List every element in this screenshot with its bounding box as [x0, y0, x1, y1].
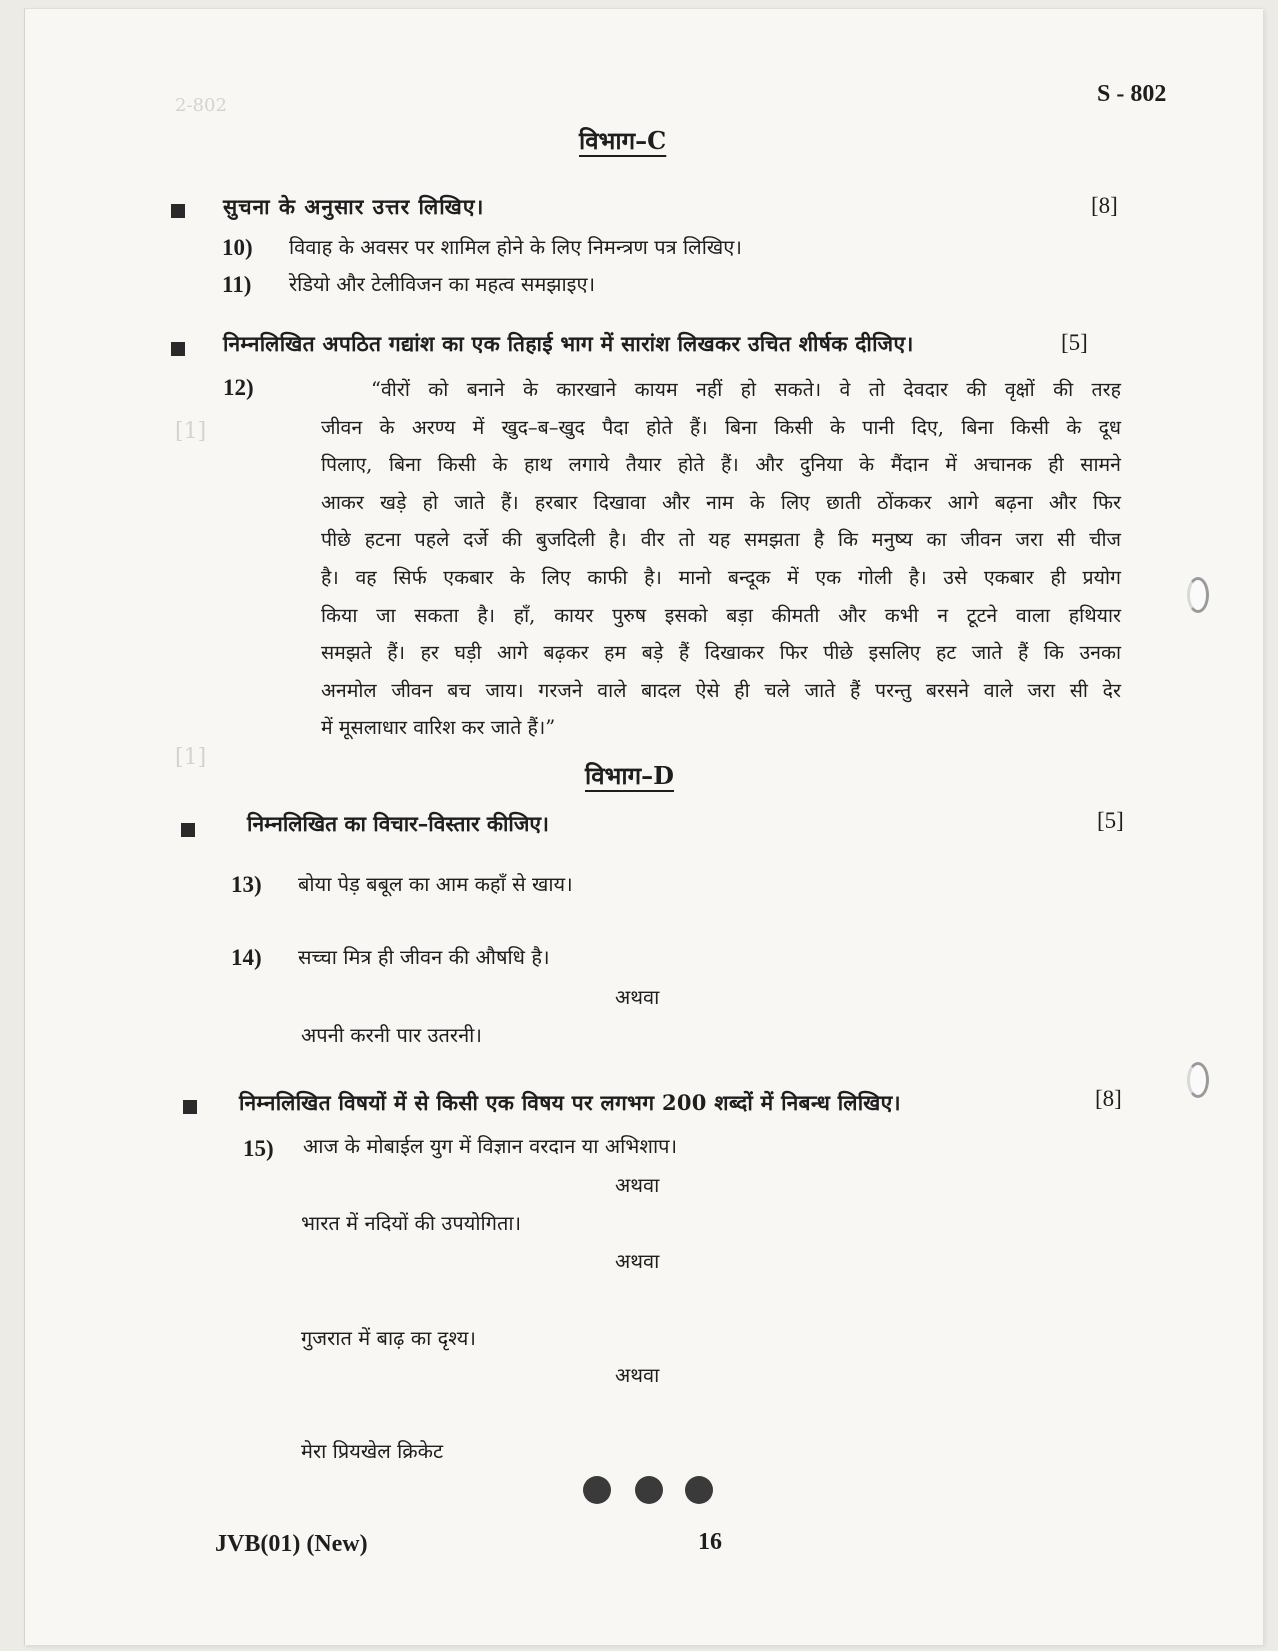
question-number-15: 15)	[243, 1136, 274, 1161]
unseen-passage	[321, 371, 1121, 747]
question-text-10: विवाह के अवसर पर शामिल होने के लिए निमन्त्रण पत्र लिखिए।	[289, 235, 742, 259]
instruction-sd1: निम्नलिखित का विचार–विस्तार कीजिए।	[247, 811, 550, 836]
or-separator: अथवा	[615, 1249, 660, 1273]
question-number-10: 10)	[222, 235, 253, 260]
exam-page	[24, 8, 1263, 1645]
instruction-sc1: सुचना के अनुसार उत्तर लिखिए।	[223, 194, 485, 219]
question-text-13: बोया पेड़ बबूल का आम कहाँ से खाय।	[298, 872, 573, 896]
passage-line: है। वह सिर्फ एकबार के लिए काफी है। मानो बन्दूक में एक गोली है। उसे एकबार ही प्रयोग	[321, 565, 1121, 589]
marks-sc1: [8]	[1091, 193, 1118, 218]
marks-sd1: [5]	[1097, 808, 1124, 833]
essay-option: गुजरात में बाढ़ का दृश्य।	[301, 1326, 476, 1350]
question-text-11: रेडियो और टेलीविजन का महत्व समझाइए।	[289, 272, 596, 296]
passage-line: किया जा सकता है। हाँ, कायर पुरुष इसको बड़ा कीमती और कभी न टूटने वाला हथियार	[321, 603, 1121, 627]
page-number: 16	[698, 1529, 722, 1555]
section-d-heading: विभाग–D	[585, 761, 674, 790]
footer-code: JVB(01) (New)	[215, 1531, 368, 1557]
bullet-square	[181, 823, 195, 837]
instruction-sc2: निम्नलिखित अपठित गद्यांश का एक तिहाई भाग में सारांश लिखकर उचित शीर्षक दीजिए।	[223, 331, 914, 356]
marks-sc2: [5]	[1061, 330, 1088, 355]
passage-line: “वीरों को बनाने के कारखाने कायम नहीं हो सकते। वे तो देवदार की वृक्षों की तरह	[371, 378, 1121, 401]
bleed-through-mark: [1]	[175, 745, 207, 770]
bullet-square	[171, 204, 185, 218]
bleed-through-code: 2-802	[175, 95, 227, 116]
section-c-heading: विभाग–C	[579, 126, 667, 155]
passage-line: समझते हैं। हर घड़ी आगे बढ़कर हम बड़े हैं दिखाकर फिर पीछे इसलिए हट जाते हैं कि उनका	[321, 641, 1121, 665]
punch-hole	[1187, 1062, 1209, 1098]
question-number-13: 13)	[231, 872, 262, 897]
question-number-11: 11)	[222, 272, 252, 297]
or-separator: अथवा	[615, 985, 660, 1009]
passage-line: अनमोल जीवन बच जाय। गरजने वाले बादल ऐसे ही चले जाते हैं परन्तु बरसने वाले जरा सी देर	[321, 678, 1121, 702]
or-separator: अथवा	[615, 1173, 660, 1197]
bullet-square	[171, 342, 185, 356]
passage-line: जीवन के अरण्य में खुद–ब–खुद पैदा होते हैं। बिना किसी के पानी दिए, बिना किसी के दूध	[321, 415, 1121, 439]
passage-line: पीछे हटना पहले दर्जे की बुजदिली है। वीर तो यह समझता है कि मनुष्य का जीवन जरा सी चीज	[321, 528, 1121, 552]
end-dot	[583, 1476, 611, 1504]
bleed-through-mark: [1]	[175, 419, 207, 444]
marks-sd2: [8]	[1095, 1086, 1122, 1111]
end-dot	[685, 1476, 713, 1504]
bullet-square	[183, 1100, 197, 1114]
essay-option: आज के मोबाईल युग में विज्ञान वरदान या अभिशाप।	[303, 1134, 678, 1158]
passage-line: में मूसलाधार वारिश कर जाते हैं।”	[321, 716, 556, 740]
question-number-14: 14)	[231, 945, 262, 970]
passage-line: आकर खड़े हो जाते हैं। हरबार दिखावा और नाम के लिए छाती ठोंककर आगे बढ़ना और फिर	[321, 490, 1121, 514]
question-number-12: 12)	[223, 375, 254, 400]
punch-hole	[1187, 577, 1209, 613]
end-dot	[635, 1476, 663, 1504]
essay-option: मेरा प्रियखेल क्रिकेट	[301, 1439, 444, 1463]
paper-code: S - 802	[1097, 81, 1167, 107]
essay-option: भारत में नदियों की उपयोगिता।	[301, 1211, 522, 1235]
question-text-14-alt: अपनी करनी पार उतरनी।	[301, 1023, 482, 1047]
passage-line: पिलाए, बिना किसी के हाथ लगाये तैयार होते हैं। और दुनिया के मैंदान में अचानक ही सामने	[321, 453, 1121, 477]
question-text-14: सच्चा मित्र ही जीवन की औषधि है।	[298, 945, 550, 969]
or-separator: अथवा	[615, 1363, 660, 1387]
instruction-sd2: निम्नलिखित विषयों में से किसी एक विषय पर लगभग 200 शब्दों में निबन्ध लिखिए।	[239, 1090, 901, 1115]
